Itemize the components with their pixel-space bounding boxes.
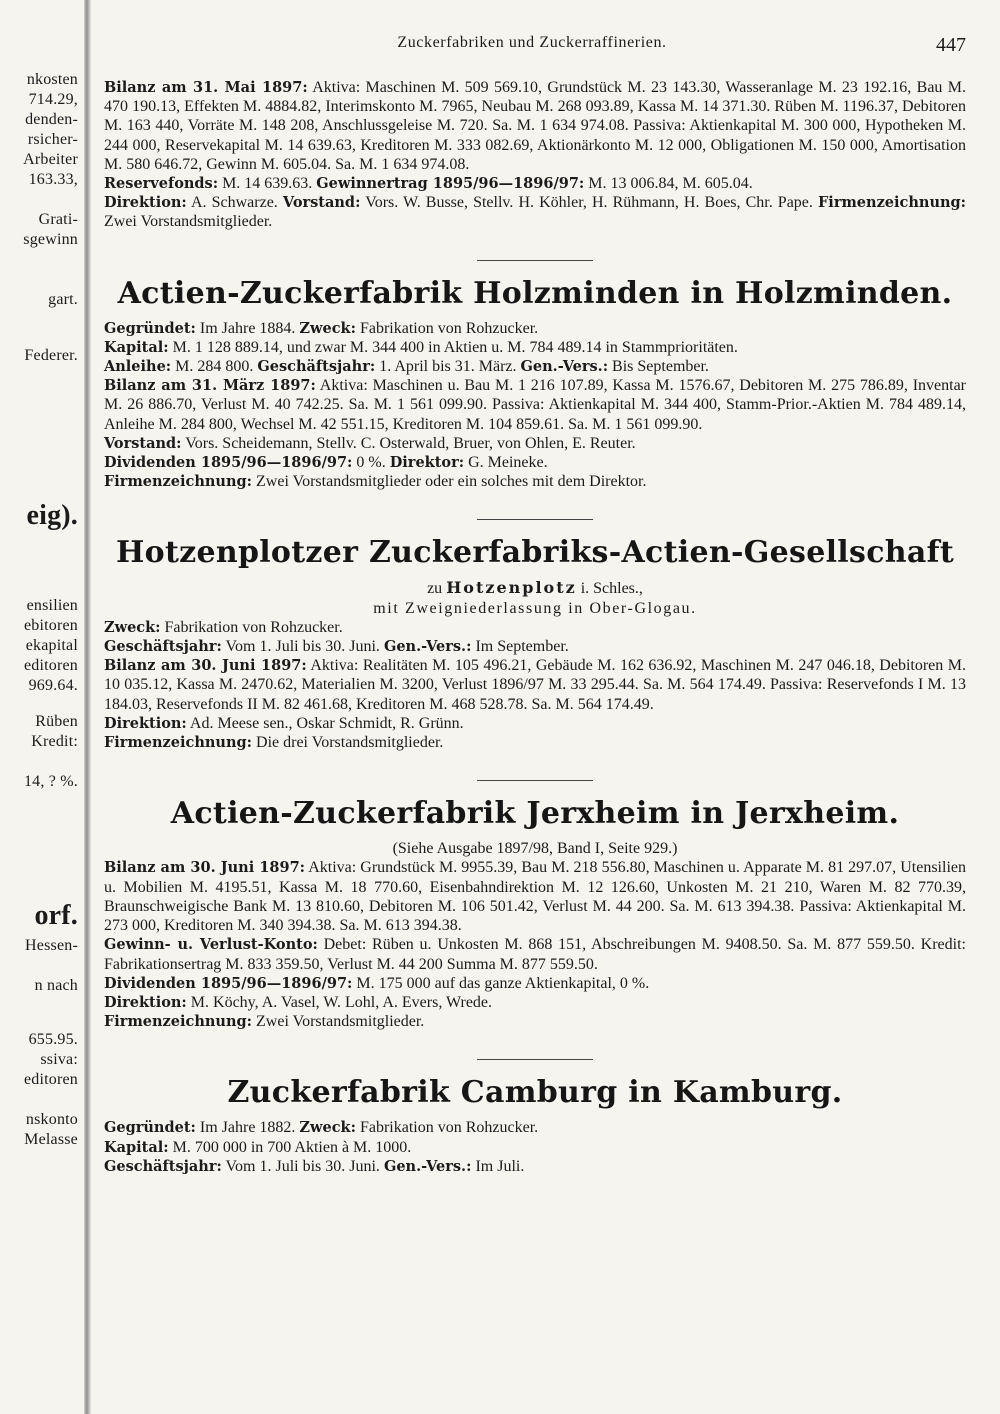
- field-label: Gegründet:: [104, 1119, 196, 1137]
- field-value: Fabrikation von Rohzucker.: [359, 319, 539, 337]
- field-label: Firmenzeichnung:: [104, 473, 253, 491]
- field-label: Kapital:: [104, 338, 169, 356]
- left-fragment-text: ssiva:: [40, 1051, 78, 1068]
- field-value: Aktiva: Maschinen M. 509 569.10, Grundstück M. 23 143.30, Wasseranlage M. 23 192.16, Bau M. 470 190.13, Effekten M. 4884.82, Interimskonto M. 7965, Neubau M. 268 093.89, Kassa M. 14 371.30. Rüben M. 1196.37, Debitoren M. 163 440, Vorräte M. 148 208, Anschlussgeleise M. 720. Sa. M. 1 634 974.08. Passiva: Aktienkapital M. 300 000, Hypotheken M. 244 000, Reservekapital M. 14 639.63, Kreditoren M. 333 082.69, Aktionärkonto M. 12 000, Obligationen M. 150 000, Amortisation M. 580 646.72, Gewinn M. 605.04. Sa. M. 1 634 974.08.: [104, 79, 967, 173]
- entry-paragraph: [104, 1118, 966, 1137]
- left-fragment-text: 969.64.: [28, 677, 78, 694]
- field-label: Kapital:: [104, 1138, 169, 1156]
- left-fragment-text: Rüben: [35, 713, 78, 730]
- field-value: Zwei Vorstandsmitglieder.: [104, 213, 273, 231]
- field-label: Bilanz am 30. Juni 1897:: [104, 657, 307, 675]
- entry-paragraph: [104, 1138, 966, 1157]
- left-fragment-text: nkosten: [26, 71, 78, 88]
- field-label: Direktion:: [104, 993, 187, 1011]
- page-header: [92, 34, 972, 56]
- field-label: Direktor:: [389, 454, 465, 472]
- field-label: Gegründet:: [104, 319, 196, 337]
- entry-paragraph: [104, 618, 966, 637]
- entry-hotzenplotz: [104, 519, 966, 752]
- field-value: Aktiva: Grundstück M. 9955.39, Bau M. 218 556.80, Maschinen u. Apparate M. 81 297.07, Utensilien u. Mobilien M. 4195.51, Kassa M. 18 770.60, Eisenbahndirektion M. 12 126.60, Unkosten M. 21 210, Waren M. 82 770.39, Braunschweigische Bank M. 13 810.60, Debitoren M. 106 501.42, Verlust M. 44 200. Sa. M. 613 394.38. Passiva: Aktienkapital M. 273 000, Kreditoren M. 340 394.38. Sa. M. 613 394.38.: [104, 859, 966, 935]
- entry-prev: [104, 78, 966, 232]
- location-place: Hotzenplotz: [446, 578, 577, 598]
- field-value: Fabrikation von Rohzucker.: [164, 618, 343, 636]
- left-fragment-text: Melasse: [24, 1131, 78, 1148]
- page-content: [104, 76, 966, 1176]
- left-fragment-text: editoren: [23, 1071, 78, 1088]
- field-value: M. 700 000 in 700 Aktien à M. 1000.: [172, 1138, 412, 1156]
- left-fragment-text: 655.95.: [28, 1031, 78, 1048]
- field-value: M. Köchy, A. Vasel, W. Lohl, A. Evers, Wrede.: [190, 993, 493, 1011]
- field-value: Vors. Scheidemann, Stellv. C. Osterwald, Bruer, von Ohlen, E. Reuter.: [185, 434, 636, 452]
- left-fragment-text: Hessen-: [25, 937, 78, 954]
- left-fragment-text: denden-: [25, 111, 78, 128]
- entry-paragraph: [104, 174, 966, 193]
- left-fragment-text: Grati-: [38, 211, 78, 228]
- field-label: Bilanz am 30. Juni 1897:: [104, 859, 306, 877]
- entry-paragraph: [104, 357, 966, 376]
- field-value: Vom 1. Juli bis 30. Juni.: [225, 1157, 380, 1175]
- entry-paragraph: [104, 935, 966, 973]
- entry-paragraph: [104, 193, 966, 231]
- field-label: Gewinnertrag 1895/96—1896/97:: [316, 175, 585, 193]
- field-value: G. Meineke.: [468, 454, 548, 472]
- field-label: Gen.-Vers.:: [383, 1157, 472, 1175]
- entry-paragraph: [104, 993, 966, 1012]
- field-label: Vorstand:: [282, 194, 361, 212]
- left-fragment-text: nskonto: [25, 1111, 78, 1128]
- field-label: Zweck:: [299, 319, 356, 337]
- location-prefix: zu: [427, 580, 443, 598]
- entry-paragraph: [104, 714, 966, 733]
- left-fragment-text: ekapital: [25, 637, 78, 654]
- left-fragment-text: rsicher-: [27, 131, 78, 148]
- entry-paragraph: [104, 453, 966, 472]
- entry-paragraph: [104, 376, 966, 434]
- branch-note: mit Zweigniederlassung in Ober-Glogau.: [373, 599, 697, 617]
- field-value: Im Jahre 1884.: [199, 319, 296, 337]
- field-value: 0 %.: [356, 454, 386, 472]
- field-value: A. Schwarze.: [190, 194, 278, 212]
- field-label: Zweck:: [299, 1119, 356, 1137]
- entry-jerxheim: [104, 780, 966, 1031]
- field-label: Anleihe:: [104, 358, 172, 376]
- field-label: Geschäftsjahr:: [104, 1157, 222, 1175]
- field-label: Gewinn- u. Verlust-Konto:: [104, 936, 318, 954]
- field-label: Gen.-Vers.:: [383, 638, 472, 656]
- page-number: 447: [936, 34, 966, 56]
- field-value: Vors. W. Busse, Stellv. H. Köhler, H. Rühmann, H. Boes, Chr. Pape.: [365, 194, 813, 212]
- field-value: M. 13 006.84, M. 605.04.: [588, 175, 753, 193]
- entry-paragraph: [104, 1157, 966, 1176]
- edition-reference: (Siehe Ausgabe 1897/98, Band I, Seite 929.): [392, 840, 678, 858]
- left-fragment-text: 714.29,: [28, 91, 78, 108]
- field-value: M. 284 800.: [175, 358, 254, 376]
- field-label: Vorstand:: [104, 434, 182, 452]
- company-title: Actien-Zuckerfabrik Jerxheim in Jerxheim.: [170, 796, 900, 832]
- field-label: Reservefonds:: [104, 175, 219, 193]
- entry-paragraph: [104, 78, 966, 174]
- left-fragment-text: Kredit:: [31, 733, 78, 750]
- entry-paragraph: [104, 858, 966, 935]
- page-fold-line: [84, 0, 91, 1414]
- left-fragment-text: editoren: [23, 657, 78, 674]
- left-fragment-text: sgewinn: [23, 231, 78, 248]
- field-label: Firmenzeichnung:: [818, 194, 967, 212]
- field-value: Die drei Vorstandsmitglieder.: [256, 734, 444, 752]
- field-value: Zwei Vorstandsmitglieder oder ein solches mit dem Direktor.: [256, 473, 647, 491]
- field-value: Ad. Meese sen., Oskar Schmidt, R. Grünn.: [189, 714, 464, 732]
- field-value: Debet: Rüben u. Unkosten M. 868 151, Abschreibungen M. 9408.50. Sa. M. 877 559.50. Kredit: Fabrikationsertrag M. 833 359.50, Verlust M. 44 200 Summa M. 877 559.50.: [104, 936, 966, 973]
- field-value: Im September.: [475, 638, 569, 656]
- left-fragment-text: gart.: [48, 291, 78, 308]
- section-divider: [477, 519, 593, 520]
- field-label: Direktion:: [104, 714, 187, 732]
- left-fragment-text: 163.33,: [28, 171, 78, 188]
- field-value: Vom 1. Juli bis 30. Juni.: [225, 638, 380, 656]
- field-value: Im Jahre 1882.: [199, 1119, 296, 1137]
- field-label: Zweck:: [104, 618, 161, 636]
- entry-paragraph: [104, 637, 966, 656]
- field-label: Direktion:: [104, 194, 187, 212]
- entry-paragraph: [104, 656, 966, 714]
- field-value: 1. April bis 31. März.: [379, 358, 517, 376]
- field-value: Fabrikation von Rohzucker.: [359, 1119, 539, 1137]
- field-value: M. 14 639.63.: [222, 175, 313, 193]
- left-fragment-text: orf.: [34, 900, 78, 931]
- entry-paragraph: [104, 472, 966, 491]
- left-page-fragment: [0, 70, 78, 1414]
- field-value: Im Juli.: [475, 1157, 525, 1175]
- section-divider: [477, 780, 593, 781]
- entry-paragraph: [104, 974, 966, 993]
- entry-holzminden: [104, 260, 966, 492]
- field-label: Gen.-Vers.:: [520, 358, 609, 376]
- entry-camburg: [104, 1059, 966, 1176]
- company-location: [104, 578, 966, 598]
- section-divider: [477, 260, 593, 261]
- company-title: Hotzenplotzer Zuckerfabriks-Actien-Gesellschaft: [116, 535, 954, 571]
- entry-paragraph: [104, 319, 966, 338]
- field-value: Aktiva: Realitäten M. 105 496.21, Gebäude M. 162 636.92, Maschinen M. 247 046.18, Debitoren M. 10 035.12, Kassa M. 2470.62, Materialien M. 3200, Verlust 1896/97 M. 33 295.44. Sa. M. 564 174.49. Passiva: Reservefonds I M. 13 184.03, Reservefonds II M. 82 461.68, Kreditoren M. 468 528.78. Sa. M. 564 174.49.: [104, 657, 967, 713]
- field-label: Dividenden 1895/96—1896/97:: [104, 974, 353, 992]
- field-label: Firmenzeichnung:: [104, 1013, 253, 1031]
- left-fragment-text: eig).: [26, 500, 78, 531]
- left-fragment-text: ensilien: [26, 597, 78, 614]
- field-value: Bis September.: [612, 358, 709, 376]
- left-fragment-text: Federer.: [24, 347, 78, 364]
- entry-paragraph: [104, 434, 966, 453]
- left-fragment-text: n nach: [34, 977, 78, 994]
- field-label: Geschäftsjahr:: [257, 358, 376, 376]
- field-label: Dividenden 1895/96—1896/97:: [104, 454, 353, 472]
- entry-paragraph: [104, 1012, 966, 1031]
- left-fragment-text: ebitoren: [23, 617, 78, 634]
- field-value: Aktiva: Maschinen u. Bau M. 1 216 107.89, Kassa M. 1576.67, Debitoren M. 275 786.89, Inventar M. 26 886.70, Verlust M. 40 742.25. Sa. M. 1 561 099.90. Passiva: Aktienkapital M. 344 400, Stamm-Prior.-Aktien M. 784 489.14, Anleihe M. 284 800, Wechsel M. 42 551.15, Kreditoren M. 104 859.61. Sa. M. 1 561 099.90.: [104, 377, 966, 433]
- field-label: Bilanz am 31. Mai 1897:: [104, 79, 308, 96]
- field-value: M. 175 000 auf das ganze Aktienkapital, 0 %.: [356, 974, 650, 992]
- company-title: Zuckerfabrik Camburg in Kamburg.: [227, 1075, 843, 1111]
- entry-paragraph: [104, 733, 966, 752]
- company-title: Actien-Zuckerfabrik Holzminden in Holzminden.: [117, 275, 953, 311]
- field-label: Bilanz am 31. März 1897:: [104, 377, 316, 395]
- field-label: Firmenzeichnung:: [104, 734, 253, 752]
- section-divider: [477, 1059, 593, 1060]
- left-fragment-text: Arbeiter: [23, 151, 78, 168]
- entry-paragraph: [104, 338, 966, 357]
- left-fragment-text: 14, ? %.: [23, 773, 78, 790]
- field-value: Zwei Vorstandsmitglieder.: [256, 1013, 425, 1031]
- field-value: M. 1 128 889.14, und zwar M. 344 400 in Aktien u. M. 784 489.14 in Stammprioritäten.: [172, 338, 738, 356]
- running-head: Zuckerfabriken und Zuckerraffinerien.: [397, 34, 667, 51]
- field-label: Geschäftsjahr:: [104, 638, 222, 656]
- location-suffix: i. Schles.,: [580, 580, 643, 598]
